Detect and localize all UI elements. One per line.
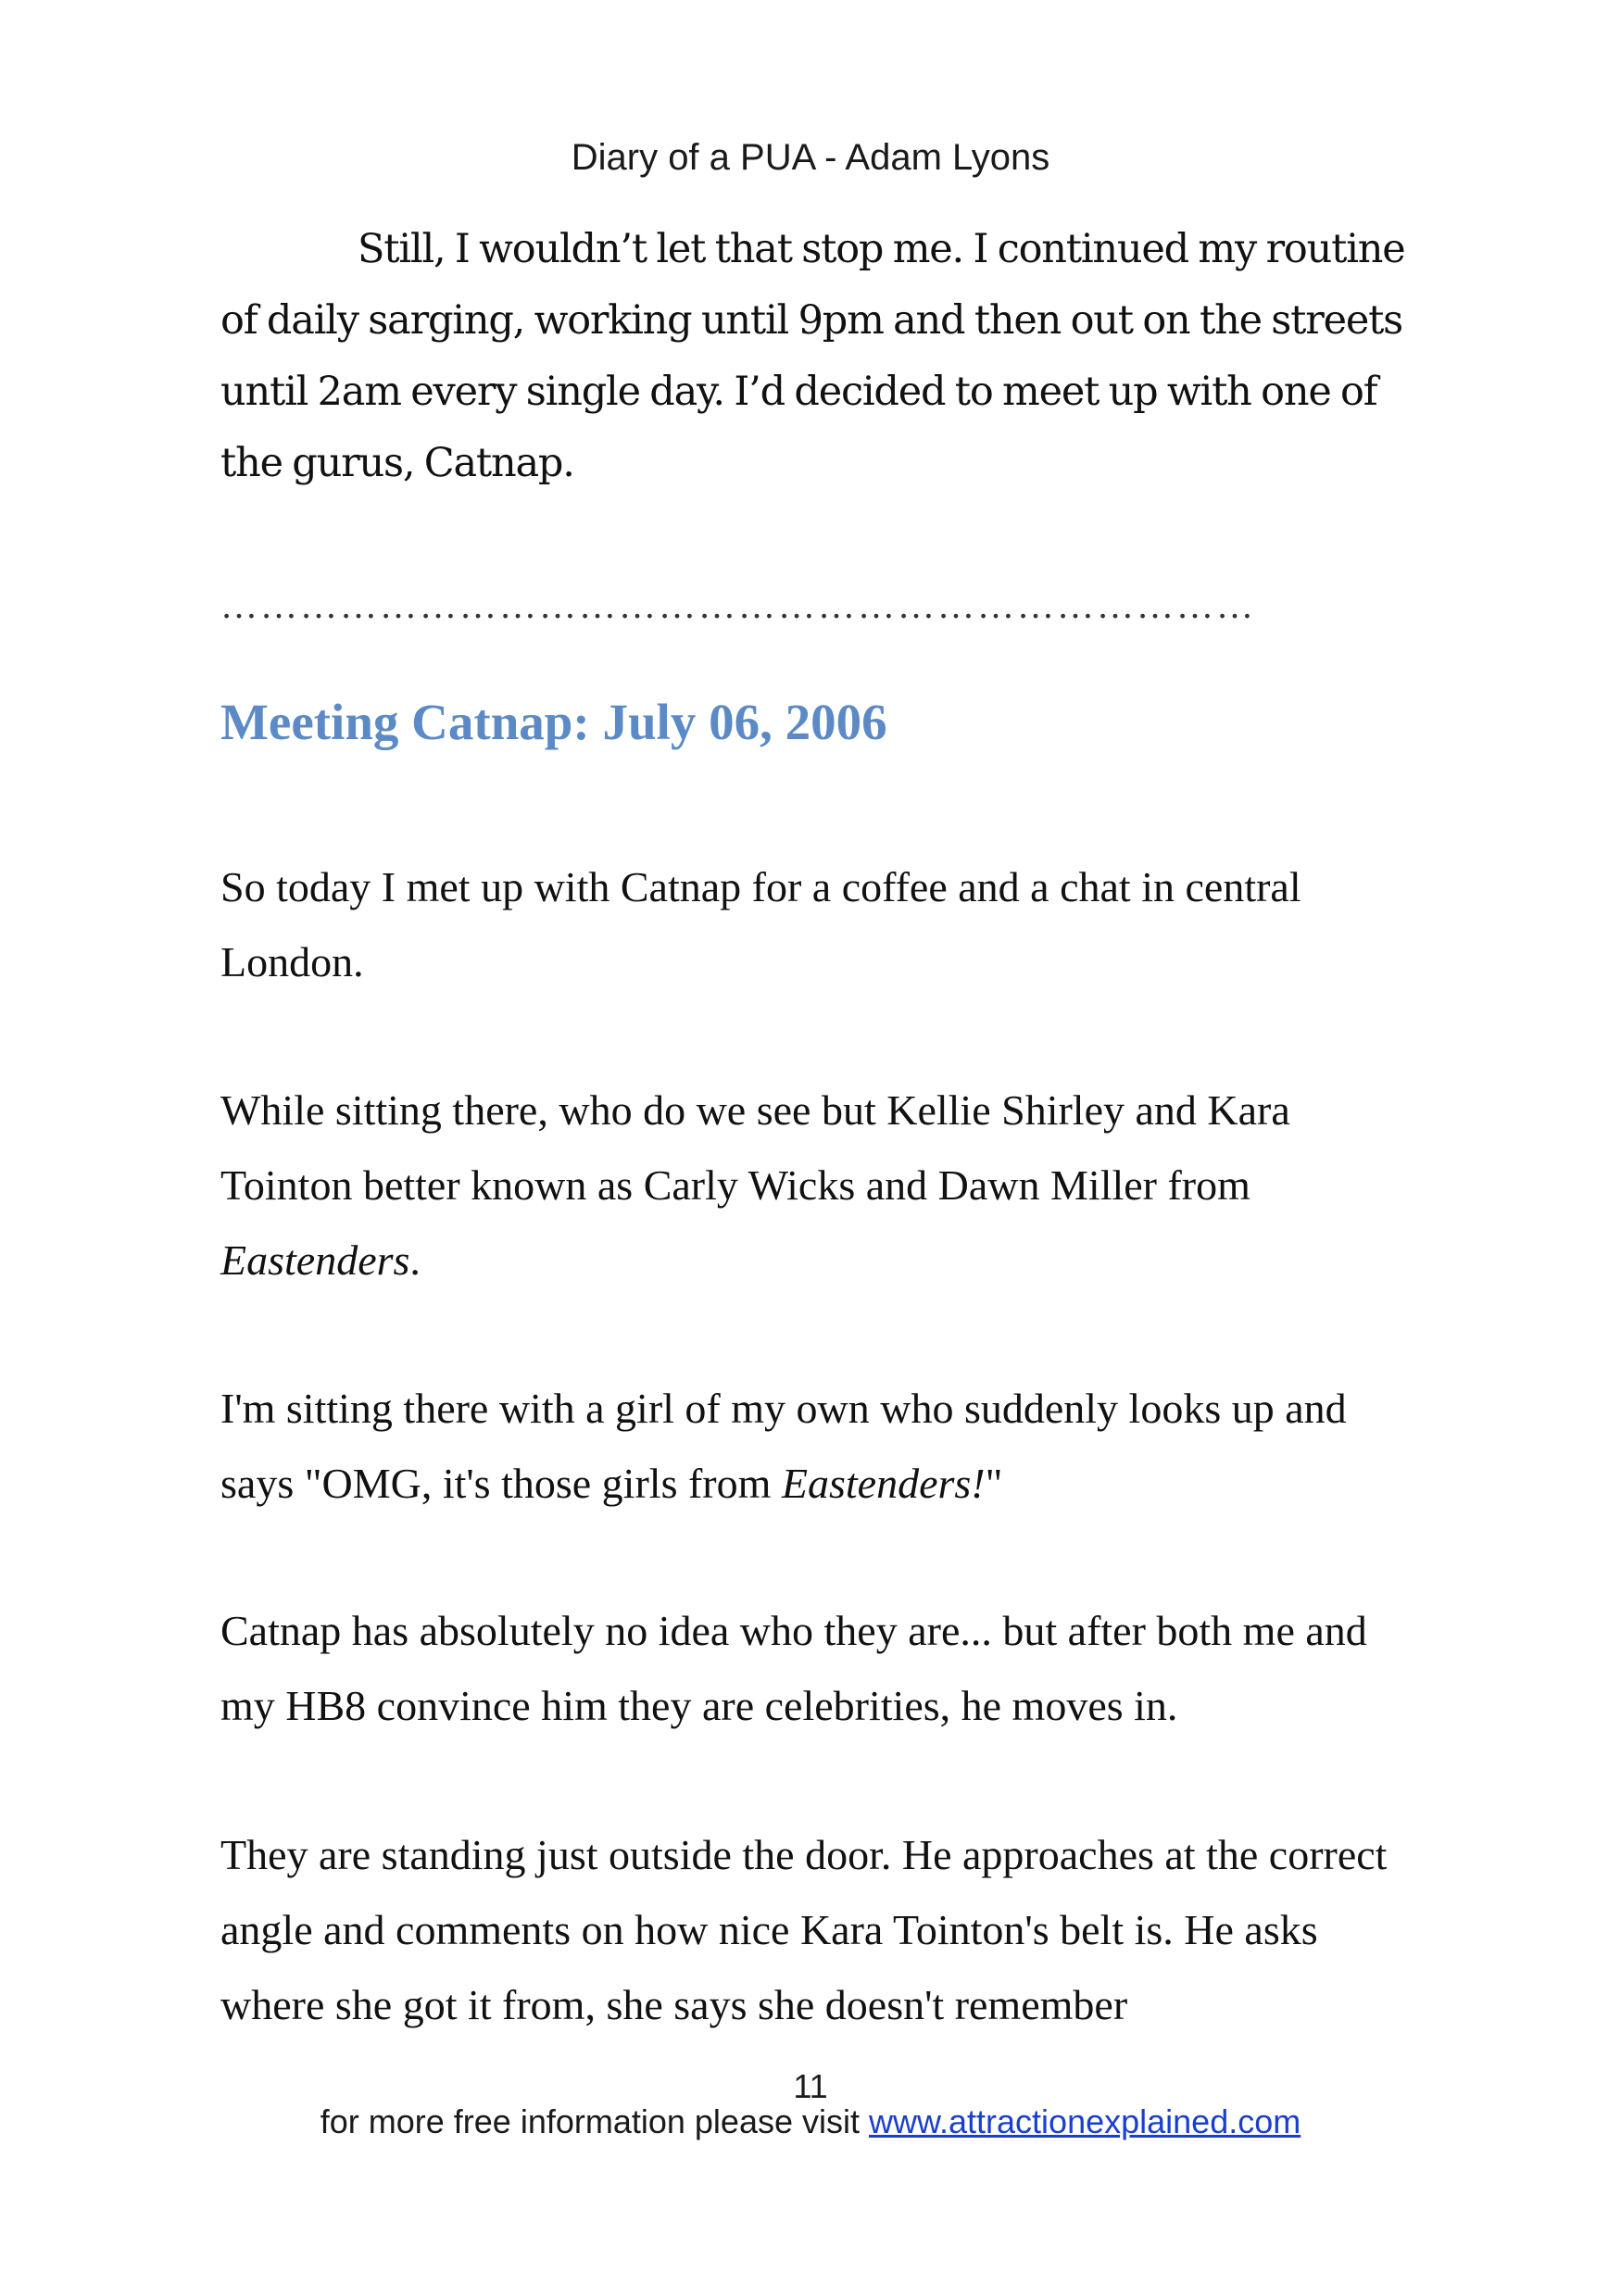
intro-paragraph (220, 214, 1415, 499)
show-title-italic: Eastenders! (781, 1460, 986, 1507)
show-title-italic: Eastenders (220, 1236, 410, 1284)
paragraph-2-text: While sitting there, who do we see but Kellie Shirley and Kara Tointon better known as Carly Wicks and Dawn Miller from (220, 1086, 1290, 1209)
paragraph-3 (220, 1371, 1415, 1521)
paragraph-3-end: " (985, 1460, 1003, 1507)
paragraph-1: So today I met up with Catnap for a coffee and a chat in central London. (220, 863, 1301, 985)
page-footer (0, 2102, 1621, 2141)
paragraph-4: Catnap has absolutely no idea who they are... but after both me and my HB8 convince him they are celebrities, he moves in. (220, 1607, 1367, 1729)
section-heading: Meeting Catnap: July 06, 2006 (220, 694, 887, 750)
paragraph-3-text: I'm sitting there with a girl of my own who suddenly looks up and says "OMG, it's those girls from (220, 1385, 1347, 1507)
paragraph-2-end: . (409, 1236, 421, 1284)
running-header: Diary of a PUA - Adam Lyons (571, 137, 1050, 178)
paragraph-2 (220, 1073, 1415, 1298)
page-number: 11 (793, 2067, 828, 2105)
intro-paragraph-text: Still, I wouldn’t let that stop me. I continued my routine of daily sarging, working until 9pm and then out on the streets until 2am every single day. I’d decided to meet up with one of the gurus, Catnap. (220, 226, 1405, 486)
footer-text: for more free information please visit (320, 2102, 869, 2140)
dotted-separator: …………………………………………………………………… (220, 584, 1256, 626)
website-link[interactable]: www.attractionexplained.com (869, 2102, 1301, 2140)
paragraph-5: They are standing just outside the door. He approaches at the correct angle and comments on how nice Kara Tointon's belt is. He asks where she got it from, she says she doesn't remember (220, 1831, 1388, 2028)
